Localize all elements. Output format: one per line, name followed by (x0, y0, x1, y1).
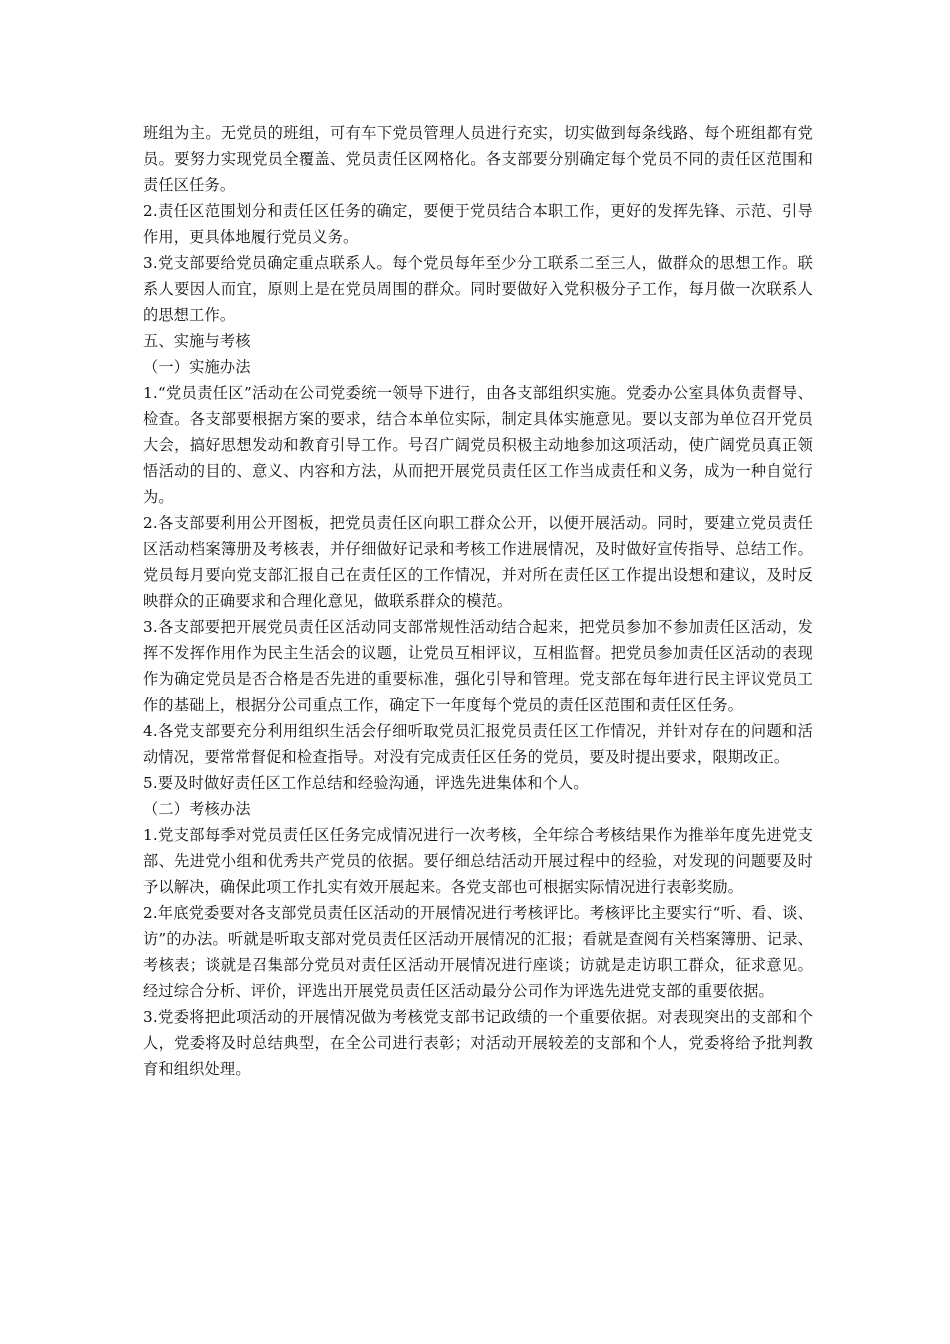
paragraph-implementation-4: 4.各党支部要充分利用组织生活会仔细听取党员汇报党员责任区工作情况，并针对存在的问题和活动情况，要常常督促和检查指导。对没有完成责任区任务的党员，要及时提出要求，限期改正。 (143, 722, 813, 766)
paragraph-assessment-1: 1.党支部每季对党员责任区任务完成情况进行一次考核，全年综合考核结果作为推举年度先进党支部、先进党小组和优秀共产党员的依据。要仔细总结活动开展过程中的经验，对发现的问题要及时予以解决，确保此项工作扎实有效开展起来。各党支部也可根据实际情况进行表彰奖励。 (143, 826, 813, 896)
subsection-heading-assessment-method: （二）考核办法 (143, 800, 251, 818)
paragraph-item-2: 2.责任区范围划分和责任区任务的确定，要便于党员结合本职工作，更好的发挥先锋、示范、引导作用，更具体地履行党员义务。 (143, 202, 813, 246)
paragraph-item-3: 3.党支部要给党员确定重点联系人。每个党员每年至少分工联系二至三人，做群众的思想工作。联系人要因人而宜，原则上是在党员周围的群众。同时要做好入党积极分子工作，每月做一次联系人的思想工作。 (143, 254, 813, 324)
document-body (143, 120, 813, 1082)
paragraph-assessment-3: 3.党委将把此项活动的开展情况做为考核党支部书记政绩的一个重要依据。对表现突出的支部和个人，党委将及时总结典型，在全公司进行表彰；对活动开展较差的支部和个人，党委将给予批判教育和组织处理。 (143, 1008, 813, 1078)
paragraph-implementation-5: 5.要及时做好责任区工作总结和经验沟通，评选先进集体和个人。 (143, 774, 589, 792)
subsection-heading-implementation-method: （一）实施办法 (143, 358, 251, 376)
paragraph-implementation-2: 2.各支部要利用公开图板，把党员责任区向职工群众公开，以便开展活动。同时，要建立党员责任区活动档案簿册及考核表，并仔细做好记录和考核工作进展情况，及时做好宣传指导、总结工作。党员每月要向党支部汇报自己在责任区的工作情况，并对所在责任区工作提出设想和建议，及时反映群众的正确要求和合理化意见，做联系群众的模范。 (143, 514, 813, 610)
paragraph-implementation-1: 1.“党员责任区”活动在公司党委统一领导下进行，由各支部组织实施。党委办公室具体负责督导、检查。各支部要根据方案的要求，结合本单位实际，制定具体实施意见。要以支部为单位召开党员大会，搞好思想发动和教育引导工作。号召广阔党员积极主动地参加这项活动，使广阔党员真正领悟活动的目的、意义、内容和方法，从而把开展党员责任区工作当成责任和义务，成为一种自觉行为。 (143, 384, 813, 506)
section-heading-implementation-assessment: 五、实施与考核 (143, 332, 251, 350)
paragraph-assessment-2: 2.年底党委要对各支部党员责任区活动的开展情况进行考核评比。考核评比主要实行“听、看、谈、访”的办法。听就是听取支部对党员责任区活动开展情况的汇报；看就是查阅有关档案簿册、记录、考核表；谈就是召集部分党员对责任区活动开展情况进行座谈；访就是走访职工群众，征求意见。经过综合分析、评价，评选出开展党员责任区活动最分公司作为评选先进党支部的重要依据。 (143, 904, 813, 1000)
paragraph-implementation-3: 3.各支部要把开展党员责任区活动同支部常规性活动结合起来，把党员参加不参加责任区活动，发挥不发挥作用作为民主生活会的议题，让党员互相评议，互相监督。把党员参加责任区活动的表现作为确定党员是否合格是否先进的重要标准，强化引导和管理。党支部在每年进行民主评议党员工作的基础上，根据分公司重点工作，确定下一年度每个党员的责任区范围和责任区任务。 (143, 618, 813, 714)
paragraph-intro-continuation: 班组为主。无党员的班组，可有车下党员管理人员进行充实，切实做到每条线路、每个班组都有党员。要努力实现党员全覆盖、党员责任区网格化。各支部要分别确定每个党员不同的责任区范围和责任区任务。 (143, 124, 813, 194)
